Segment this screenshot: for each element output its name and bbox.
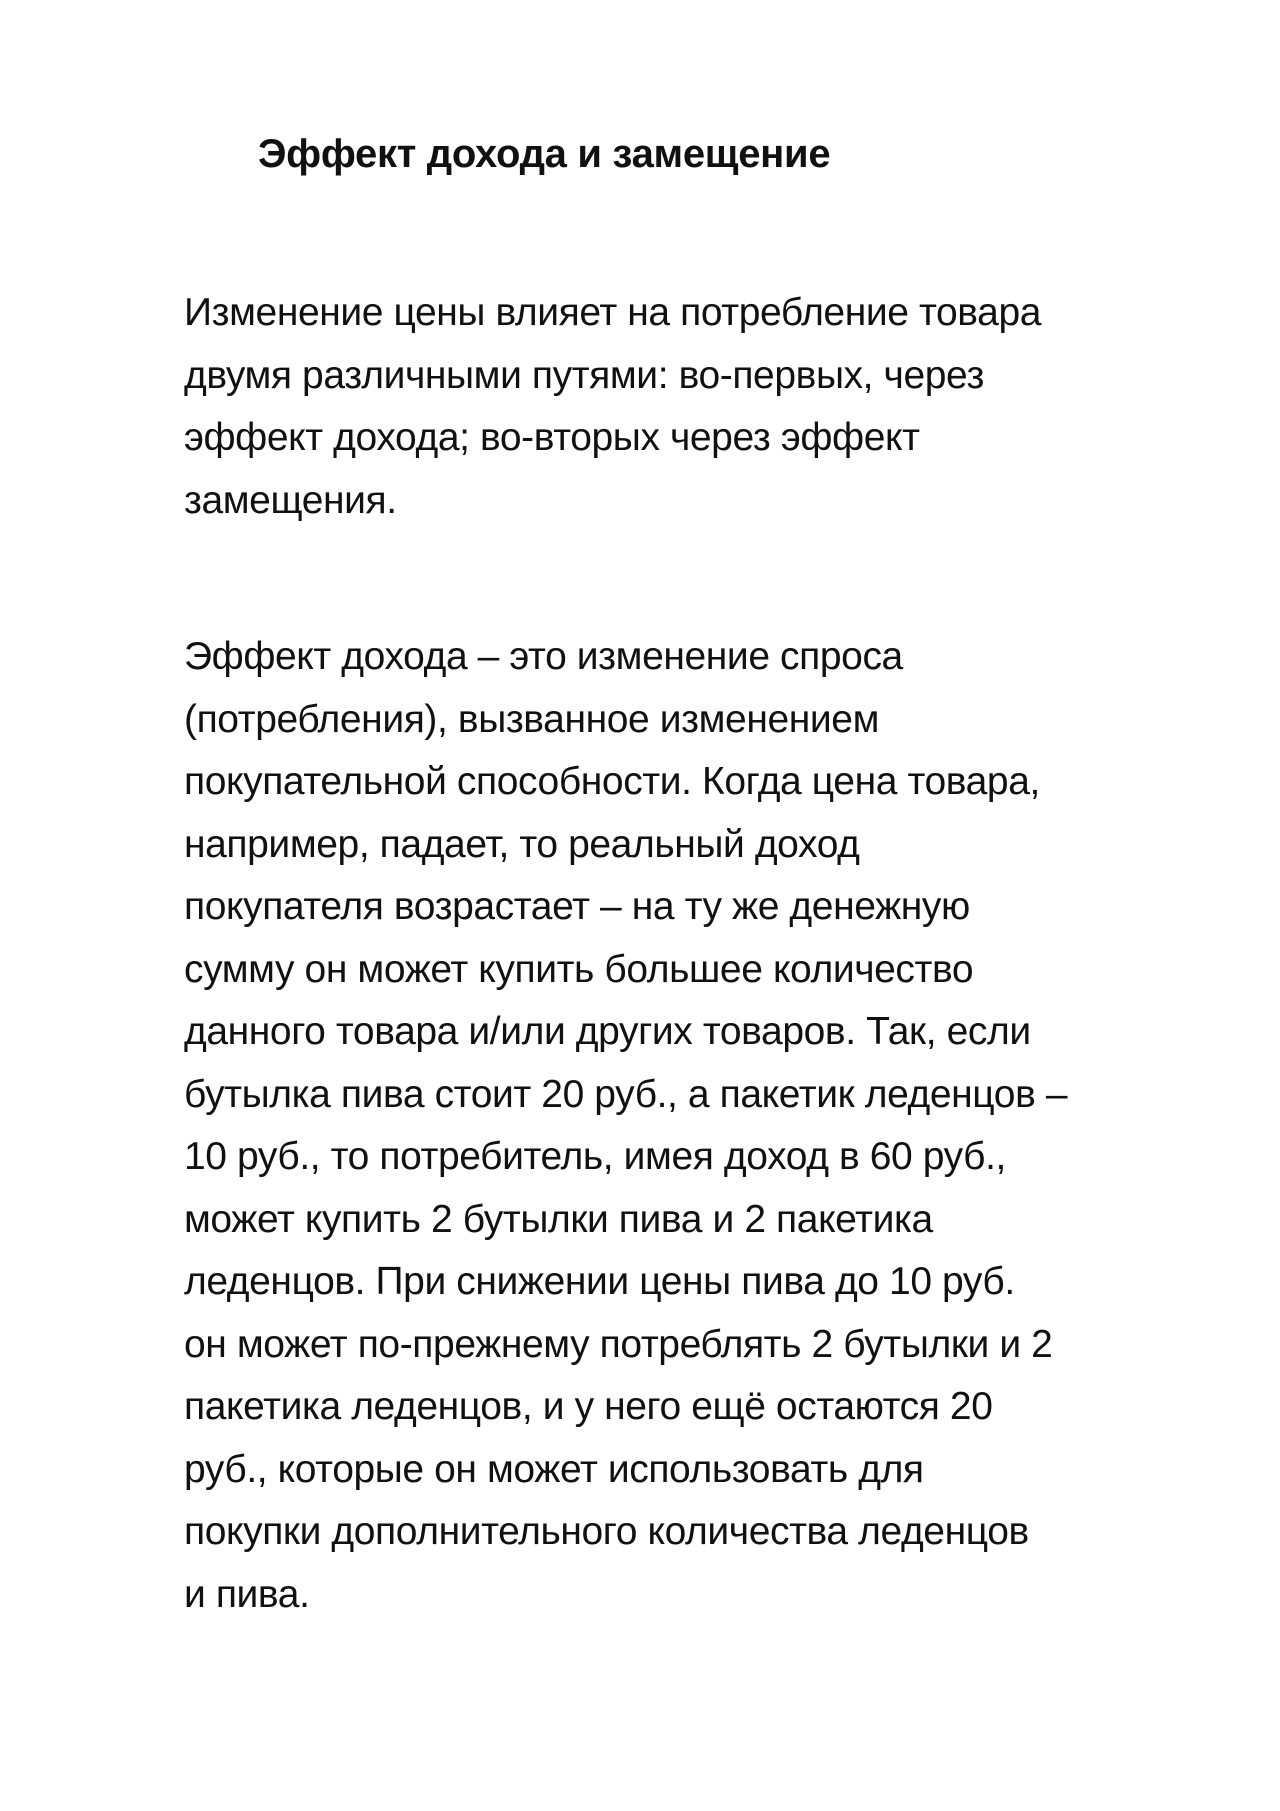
paragraph-line: бутылка пива стоит 20 руб., а пакетик леденцов – xyxy=(184,1072,1068,1116)
paragraph-line: эффект дохода; во-вторых через эффект xyxy=(184,416,920,459)
paragraph-income-effect xyxy=(184,626,1194,1626)
paragraph-line: покупки дополнительного количества леденцов xyxy=(184,1510,1029,1553)
paragraph-line: пакетика леденцов, и у него ещё остаются 20 xyxy=(184,1385,993,1428)
paragraph-line: и пива. xyxy=(184,1572,310,1616)
paragraph-line: замещения. xyxy=(184,478,397,522)
paragraph-line: сумму он может купить большее количество xyxy=(184,947,974,991)
paragraph-line: данного товара и/или других товаров. Так, если xyxy=(184,1010,1031,1053)
paragraph-intro xyxy=(184,282,1194,532)
paragraph-line: (потребления), вызванное изменением xyxy=(184,697,879,741)
document-title: Эффект дохода и замещение xyxy=(258,132,831,176)
paragraph-line: он может по-прежнему потреблять 2 бутылки и 2 xyxy=(184,1322,1053,1366)
paragraph-line: покупательной способности. Когда цена товара, xyxy=(184,760,1040,803)
paragraph-line: руб., которые он может использовать для xyxy=(184,1447,924,1491)
paragraph-line: двумя различными путями: во-первых, через xyxy=(184,353,984,397)
paragraph-line: леденцов. При снижении цены пива до 10 руб. xyxy=(184,1260,1015,1303)
paragraph-line: Эффект дохода – это изменение спроса xyxy=(184,635,903,678)
paragraph-line: 10 руб., то потребитель, имея доход в 60 руб., xyxy=(184,1135,1006,1178)
paragraph-line: Изменение цены влияет на потребление товара xyxy=(184,291,1042,334)
paragraph-line: покупателя возрастает – на ту же денежную xyxy=(184,885,970,928)
paragraph-line: может купить 2 бутылки пива и 2 пакетика xyxy=(184,1197,933,1241)
paragraph-line: например, падает, то реальный доход xyxy=(184,822,860,866)
